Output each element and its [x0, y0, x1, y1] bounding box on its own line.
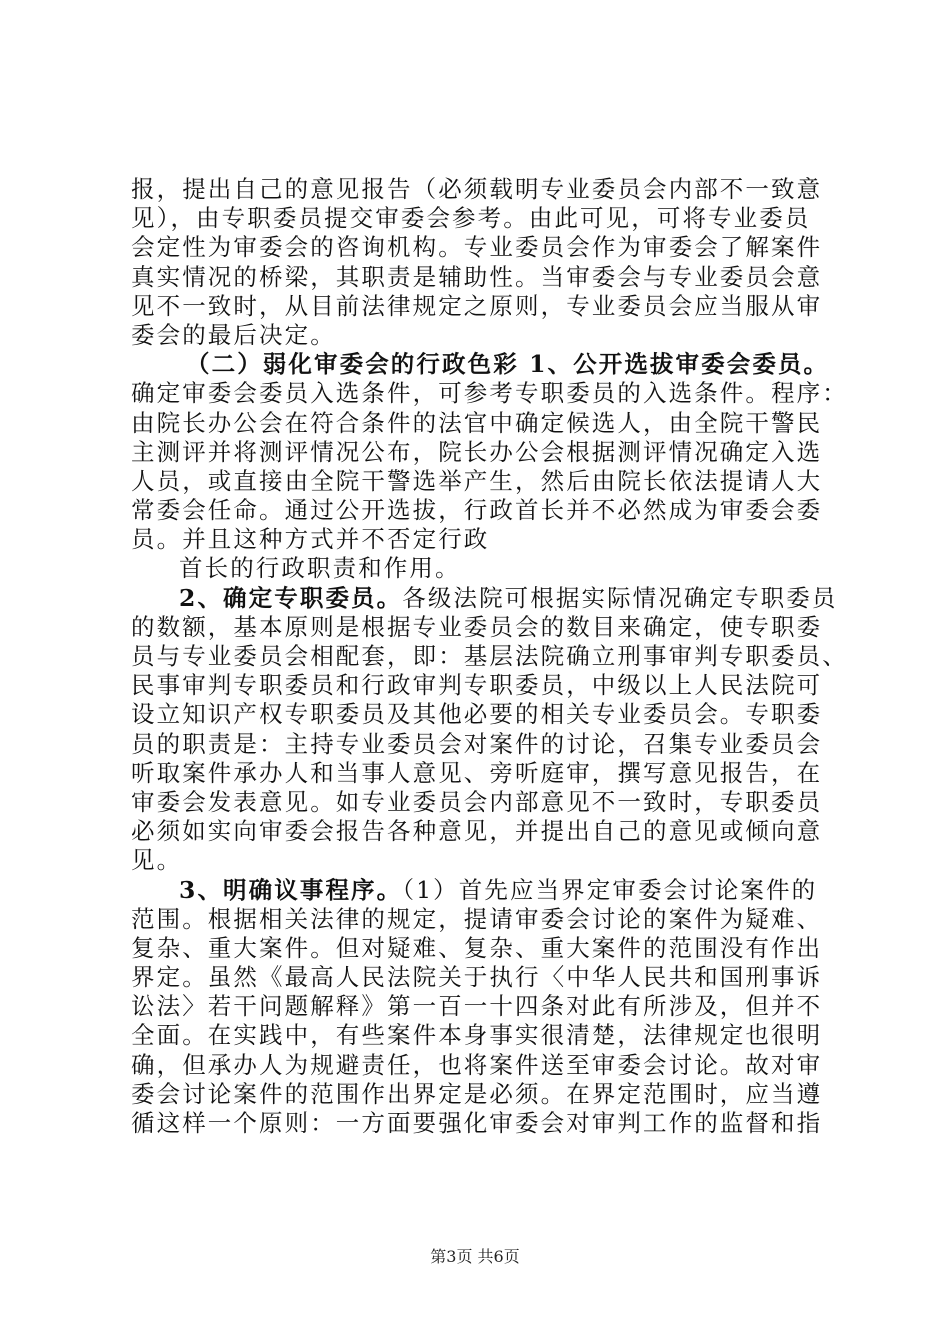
body-line: 委会讨论案件的范围作出界定是必须。在界定范围时，应当遵: [131, 1079, 823, 1108]
body-line: 确定审委会委员入选条件，可参考专职委员的入选条件。程序：: [131, 379, 848, 408]
body-line: 听取案件承办人和当事人意见、旁听庭审，撰写意见报告，在: [131, 758, 823, 787]
body-line: 见。: [131, 846, 183, 875]
body-text: [131, 175, 848, 1138]
body-line: 会定性为审委会的咨询机构。专业委员会作为审委会了解案件: [131, 233, 823, 262]
body-line: 由院长办公会在符合条件的法官中确定候选人，由全院干警民: [131, 408, 823, 437]
body-line: 循这样一个原则：一方面要强化审委会对审判工作的监督和指: [131, 1109, 823, 1137]
body-line: 民事审判专职委员和行政审判专职委员，中级以上人民法院可: [131, 671, 823, 700]
paragraph-first-line: [131, 876, 831, 905]
subsection-title: 2、确定专职委员。: [179, 583, 403, 612]
body-line: 确，但承办人为规避责任，也将案件送至审委会讨论。故对审: [131, 1050, 823, 1079]
body-line: 界定。虽然《最高人民法院关于执行〈中华人民共和国刑事诉: [131, 963, 823, 992]
body-line: 员的职责是：主持专业委员会对案件的讨论，召集专业委员会: [131, 729, 823, 758]
body-line: 范围。根据相关法律的规定，提请审委会讨论的案件为疑难、: [131, 904, 823, 933]
body-line: 复杂、重大案件。但对疑难、复杂、重大案件的范围没有作出: [131, 933, 823, 962]
body-line: 审委会发表意见。如专业委员会内部意见不一致时，专职委员: [131, 787, 823, 816]
subsection-title: 3、明确议事程序。: [179, 875, 403, 904]
body-text-run: 各级法院可根据实际情况确定专职委员: [402, 583, 838, 612]
page-footer: [0, 1244, 950, 1267]
body-line: 讼法〉若干问题解释》第一百一十四条对此有所涉及，但并不: [131, 992, 823, 1021]
body-line: 主测评并将测评情况公布，院长办公会根据测评情况确定入选: [131, 437, 823, 466]
section-heading: （二）弱化审委会的行政色彩 1、公开选拔审委会委员。: [186, 350, 830, 379]
body-line: 报，提出自己的意见报告（必须载明专业委员会内部不一致意: [131, 175, 823, 203]
body-line: 见不一致时，从目前法律规定之原则，专业委员会应当服从审: [131, 291, 823, 320]
body-line: 员与专业委员会相配套，即：基层法院确立刑事审判专职委员、: [131, 642, 848, 670]
body-line: 委会的最后决定。: [131, 320, 336, 349]
body-line: 见），由专职委员提交审委会参考。由此可见，可将专业委员: [131, 204, 811, 233]
body-line: 员。并且这种方式并不否定行政: [131, 525, 490, 554]
paragraph-first-line: [131, 583, 838, 613]
body-text-run: （1）首先应当界定审委会讨论案件的: [402, 875, 818, 904]
body-line: 的数额，基本原则是根据专业委员会的数目来确定，使专职委: [131, 612, 823, 641]
body-line: 常委会任命。通过公开选拔，行政首长并不必然成为审委会委: [131, 496, 823, 525]
body-line: 人员，或直接由全院干警选举产生，然后由院长依法提请人大: [131, 466, 823, 495]
body-line: 首长的行政职责和作用。: [179, 554, 461, 583]
body-line: 必须如实向审委会报告各种意见，并提出自己的意见或倾向意: [131, 817, 823, 846]
body-line: 设立知识产权专职委员及其他必要的相关专业委员会。专职委: [131, 700, 823, 729]
body-line: 真实情况的桥梁，其职责是辅助性。当审委会与专业委员会意: [131, 262, 823, 291]
body-line: 全面。在实践中，有些案件本身事实很清楚，法律规定也很明: [131, 1021, 823, 1050]
page-number: 第3页 共6页: [430, 1247, 520, 1266]
